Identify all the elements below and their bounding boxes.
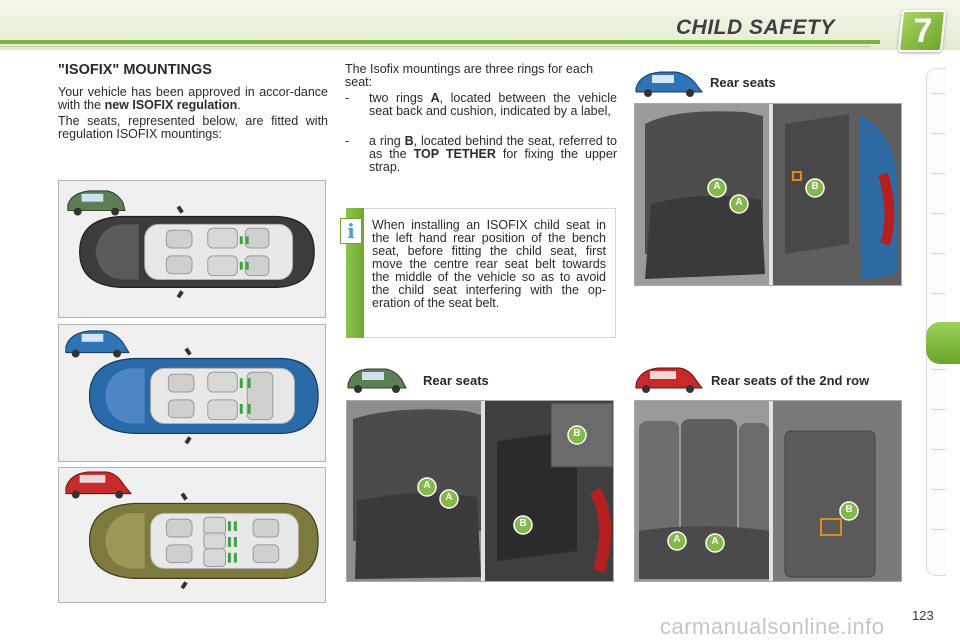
tab-divider: [931, 369, 945, 370]
blue-car-topview: [59, 325, 325, 461]
header-rule: [0, 40, 880, 44]
tab-divider: [931, 213, 945, 214]
photo-rear-seats-2nd-row: [634, 400, 902, 582]
regulation-emphasis: new ISOFIX regulation: [104, 98, 238, 112]
bullet-rings-a: [345, 92, 617, 118]
chapter-tab-active[interactable]: [926, 322, 960, 364]
rear-seats-blue-illustration: [635, 104, 902, 286]
info-icon: i: [340, 218, 362, 244]
watermark: carmanualsonline.info: [660, 614, 885, 639]
bullet-text: , located between the vehicle seat back and cushion, indicated by a label,: [369, 91, 617, 118]
page-number: 123: [912, 608, 934, 623]
panel-green-car: [58, 180, 326, 318]
top-tether-label: TOP TETHER: [413, 147, 496, 161]
marker-a: A: [711, 536, 719, 547]
header-rule-thin: [0, 46, 870, 47]
bullet-text: , located behind the seat, referred to as the: [369, 134, 617, 161]
blue-car-body: [90, 349, 319, 444]
tab-divider: [931, 293, 945, 294]
section-title: "ISOFIX" MOUNTINGS: [58, 62, 212, 78]
chapter-title: CHILD SAFETY: [676, 16, 835, 39]
rear-seats-2nd-row-illustration: [635, 401, 902, 582]
photo-rear-seats-blue: [634, 103, 902, 286]
tab-divider: [931, 173, 945, 174]
panel-red-car: [58, 467, 326, 603]
marker-a: A: [445, 492, 453, 503]
chapter-number: 7: [913, 12, 933, 50]
marker-b: B: [519, 518, 527, 529]
mountings-intro: The Isofix mountings are three rings for each seat:: [345, 62, 594, 89]
marker-a: A: [423, 480, 431, 491]
marker-a: A: [735, 197, 743, 208]
marker-a: A: [673, 534, 681, 545]
tab-divider: [931, 449, 945, 450]
ring-b-label: B: [404, 134, 414, 148]
caption-rear-seats-blue: Rear seats: [710, 75, 776, 90]
tab-divider: [931, 93, 945, 94]
marker-b: B: [573, 428, 581, 439]
red-car-body: [90, 494, 319, 589]
red-car-topview: [59, 468, 325, 602]
tab-divider: [931, 253, 945, 254]
bullet-text: a ring: [369, 134, 405, 148]
caption-rear-seats-green: Rear seats: [423, 373, 489, 388]
intro-paragraph: [58, 86, 328, 112]
blue-car-side-icon: [66, 331, 129, 358]
intro-text-end: .: [237, 98, 241, 112]
info-text: When installing an ISOFIX child seat in the left hand rear position of the bench seat, before fitting the child seat, first move the centre rear seat belt towards the middle of the vehicle so as to avoid the child seat interfering with the op-eration of the seat belt.: [372, 218, 606, 310]
green-car-body: [80, 207, 315, 298]
bullet-dash: -: [345, 91, 350, 105]
bullet-text: two rings: [369, 91, 431, 105]
red-car-side-icon: [66, 472, 131, 499]
marker-b: B: [811, 181, 819, 192]
marker-a: A: [713, 181, 721, 192]
panel-blue-car: [58, 324, 326, 462]
green-car-topview: [59, 181, 325, 317]
green-car-side-icon: [68, 191, 125, 216]
blue-car-icon: [634, 66, 704, 98]
red-car-icon: [634, 364, 704, 394]
photo-rear-seats-green: [346, 400, 614, 582]
green-car-icon: [346, 364, 408, 394]
bullet-dash: -: [345, 134, 350, 148]
bullet-text: for fixing the upper strap.: [369, 147, 618, 174]
caption-rear-seats-2nd-row: Rear seats of the 2nd row: [711, 373, 870, 388]
tab-divider: [931, 529, 945, 530]
intro-text: Your vehicle has been approved in accor-dance with the: [58, 85, 328, 112]
tab-divider: [931, 133, 945, 134]
marker-b: B: [845, 504, 853, 515]
bullet-ring-b: [345, 135, 617, 174]
ring-a-label: A: [430, 91, 440, 105]
tab-divider: [931, 489, 945, 490]
seats-paragraph: The seats, represented below, are fitted with regulation ISOFIX mountings:: [58, 114, 328, 141]
tab-divider: [931, 409, 945, 410]
